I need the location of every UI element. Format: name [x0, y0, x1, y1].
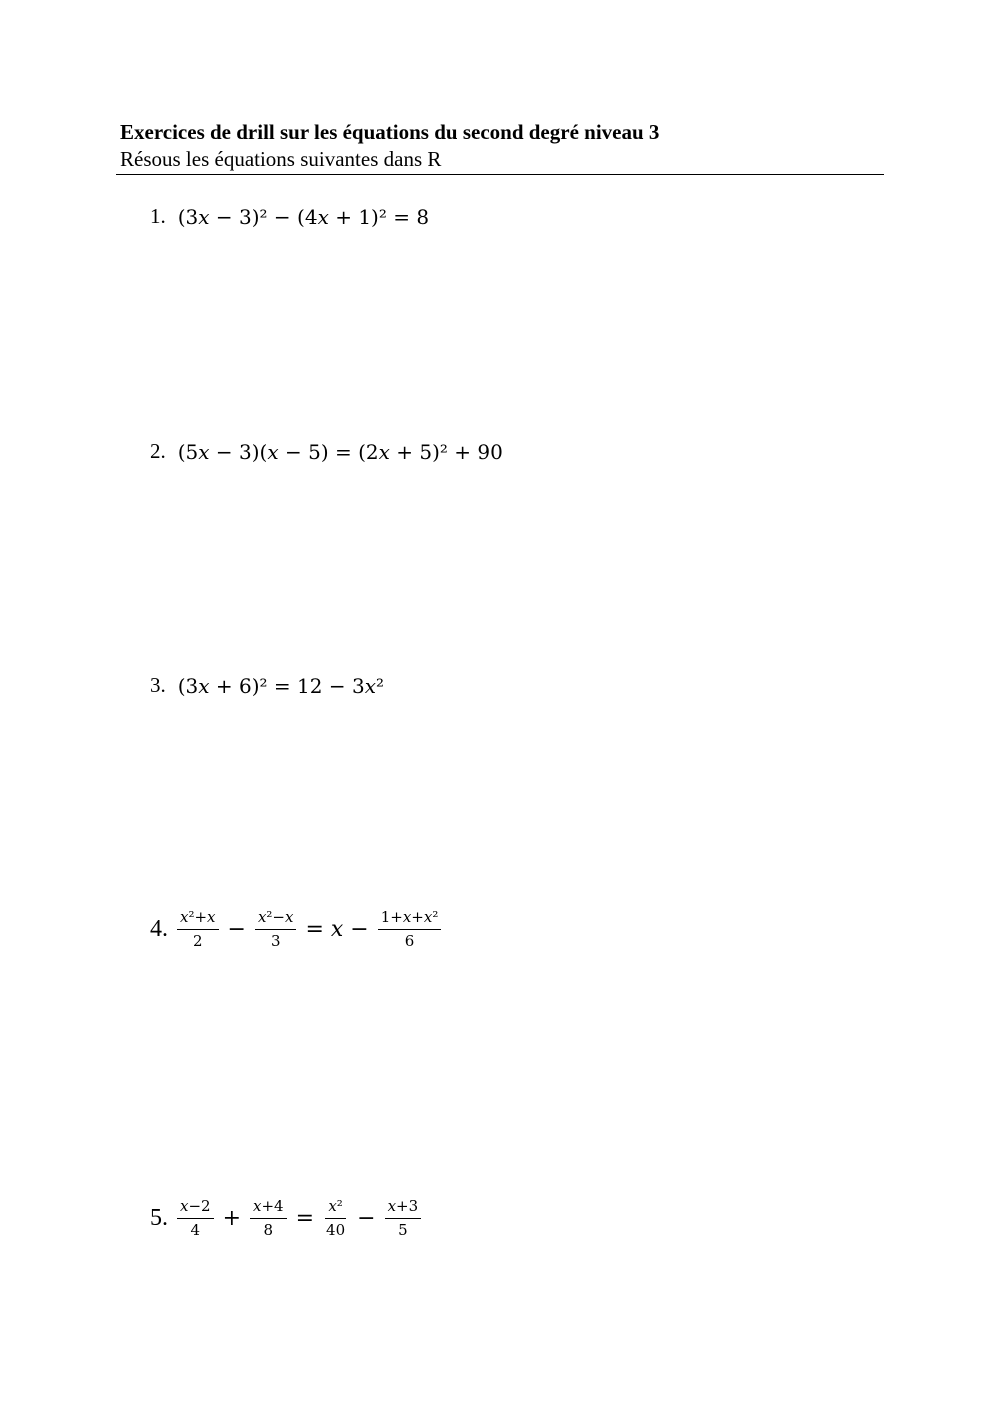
exercise-number: 1. — [150, 204, 166, 228]
fraction — [250, 1197, 287, 1240]
equation: (3𝑥 + 6)² = 12 − 3𝑥² — [177, 673, 384, 698]
exercise-1 — [150, 204, 429, 229]
exercise-number: 5. — [150, 1205, 168, 1231]
numerator: 1+𝑥+𝑥² — [378, 908, 442, 930]
fraction — [177, 908, 219, 951]
exercise-2 — [150, 439, 503, 464]
document-header — [116, 118, 884, 175]
denominator: 5 — [398, 1221, 408, 1239]
denominator: 3 — [270, 932, 281, 950]
operator: = 𝑥 − — [305, 917, 369, 942]
exercise-number: 3. — [150, 673, 166, 697]
numerator: 𝑥² — [325, 1197, 345, 1219]
numerator: 𝑥−2 — [177, 1197, 214, 1219]
exercise-4 — [150, 908, 444, 951]
denominator: 6 — [404, 932, 415, 950]
denominator: 8 — [263, 1221, 274, 1239]
operator: = — [295, 1206, 315, 1231]
numerator: 𝑥+4 — [250, 1197, 287, 1219]
numerator: 𝑥+3 — [385, 1197, 422, 1219]
fraction — [177, 1197, 214, 1240]
fraction — [378, 908, 442, 951]
page-title: Exercices de drill sur les équations du second degré niveau 3 — [120, 120, 660, 144]
operator: − — [227, 917, 246, 942]
operator: + — [222, 1206, 242, 1231]
fraction — [255, 908, 297, 951]
exercise-3 — [150, 673, 384, 698]
denominator: 2 — [192, 932, 203, 950]
numerator: 𝑥²−𝑥 — [255, 908, 297, 930]
header-divider — [116, 174, 884, 175]
equation: (5𝑥 − 3)(𝑥 − 5) = (2𝑥 + 5)² + 90 — [177, 439, 503, 464]
denominator: 40 — [326, 1221, 346, 1239]
exercise-number: 2. — [150, 439, 166, 463]
equation: (3𝑥 − 3)² − (4𝑥 + 1)² = 8 — [177, 204, 430, 229]
fraction — [323, 1197, 348, 1240]
fraction — [385, 1197, 422, 1240]
exercise-5 — [150, 1197, 424, 1240]
exercise-number: 4. — [150, 916, 168, 942]
operator: − — [357, 1206, 376, 1231]
denominator: 4 — [190, 1221, 201, 1239]
numerator: 𝑥²+𝑥 — [177, 908, 219, 930]
instructions: Résous les équations suivantes dans R — [120, 147, 442, 171]
